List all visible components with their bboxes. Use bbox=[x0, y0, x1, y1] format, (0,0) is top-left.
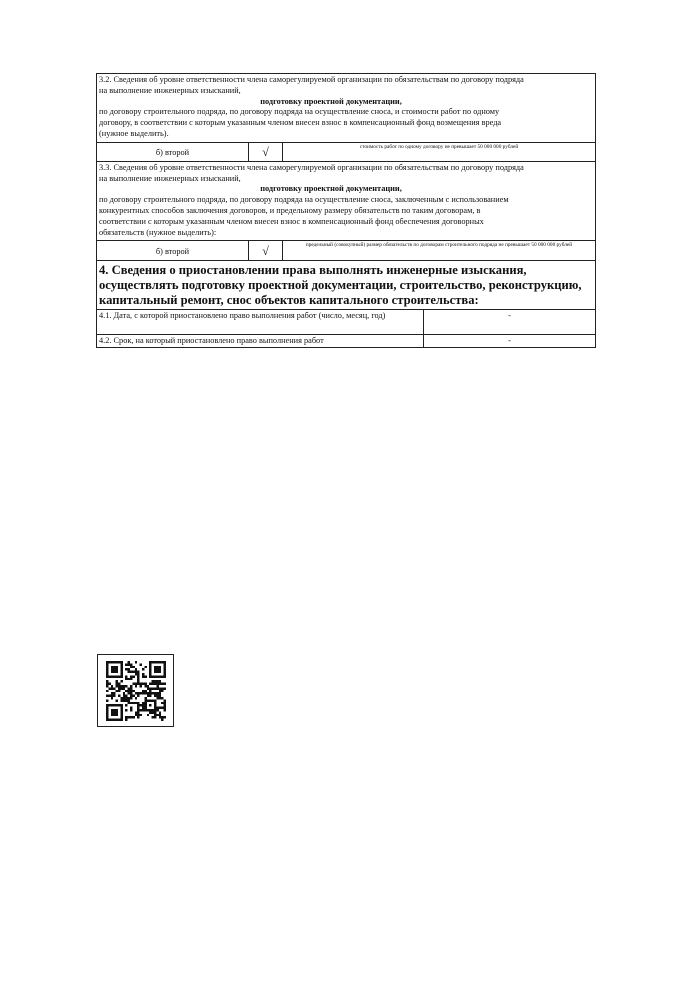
section-3-3-level-label: б) второй bbox=[97, 241, 249, 260]
section-3-3-line-5: соответствии с которым указанным членом внесен взнос в компенсационный фонд обеспечения договорных bbox=[99, 216, 484, 226]
section-3-2-bold-line: подготовку проектной документации, bbox=[260, 96, 402, 106]
section-3-2-level-label: б) второй bbox=[97, 143, 249, 161]
section-3-3-level-note: предельный (совокупный) размер обязательств по договорам строительного подряда не превышает 50 000 000 рублей bbox=[305, 242, 573, 249]
section-4-2-label: 4.2. Срок, на который приостановлено право выполнения работ bbox=[97, 335, 424, 347]
document-table bbox=[96, 73, 596, 348]
section-4-heading-line-1: 4. Сведения о приостановлении права выполнять инженерные изыскания, bbox=[99, 263, 527, 278]
section-4-1-row bbox=[97, 310, 595, 335]
section-3-3-line-6: обязательств (нужное выделить): bbox=[99, 227, 217, 237]
section-4-heading-line-2: осуществлять подготовку проектной документации, строительство, реконструкцию, bbox=[99, 278, 582, 293]
section-3-2-text bbox=[97, 74, 595, 143]
section-4-1-value: - bbox=[508, 311, 511, 321]
section-3-2-level-row bbox=[97, 143, 595, 162]
section-3-3-line-3: по договору строительного подряда, по договору подряда на осуществление сноса, заключенным с использованием bbox=[99, 195, 509, 205]
section-4-heading bbox=[97, 261, 595, 310]
section-3-2-line-1: 3.2. Сведения об уровне ответственности члена саморегулируемой организации по обязательствам по договору подряда bbox=[99, 75, 524, 84]
section-3-2-line-4: договору, в соответствии с которым указанным членом внесен взнос в компенсационный фонд возмещения вреда bbox=[99, 118, 502, 128]
section-3-2-level-note: стоимость работ по одному договору не превышает 50 000 000 рублей bbox=[359, 143, 519, 150]
section-3-2-line-2: на выполнение инженерных изысканий, bbox=[99, 85, 241, 95]
section-3-3-text bbox=[97, 162, 595, 242]
section-4-2-value: - bbox=[508, 336, 511, 346]
section-3-3-line-1: 3.3. Сведения об уровне ответственности члена саморегулируемой организации по обязательствам по договору подряда bbox=[99, 162, 524, 172]
section-3-2-line-3: по договору строительного подряда, по договору подряда на осуществление сноса, и стоимости работ по одному bbox=[99, 107, 500, 117]
section-3-2-line-5: (нужное выделить). bbox=[99, 128, 169, 138]
section-3-2-check-mark: √ bbox=[249, 143, 283, 161]
section-4-2-row bbox=[97, 335, 595, 348]
section-3-3-line-2: на выполнение инженерных изысканий, bbox=[99, 173, 241, 183]
qr-code-icon bbox=[97, 654, 174, 727]
section-4-1-label: 4.1. Дата, с которой приостановлено право выполнения работ (число, месяц, год) bbox=[97, 310, 424, 334]
section-3-3-check-mark: √ bbox=[249, 241, 283, 260]
section-4-heading-line-3: капитальный ремонт, снос объектов капитального строительства: bbox=[99, 293, 479, 308]
qr-code-graphic bbox=[106, 661, 166, 721]
section-3-3-bold-line: подготовку проектной документации, bbox=[260, 184, 402, 194]
section-3-3-line-4: конкурентных способов заключения договоров, и предельному размеру обязательств по таким договорам, в bbox=[99, 205, 481, 215]
section-3-3-level-row bbox=[97, 241, 595, 261]
